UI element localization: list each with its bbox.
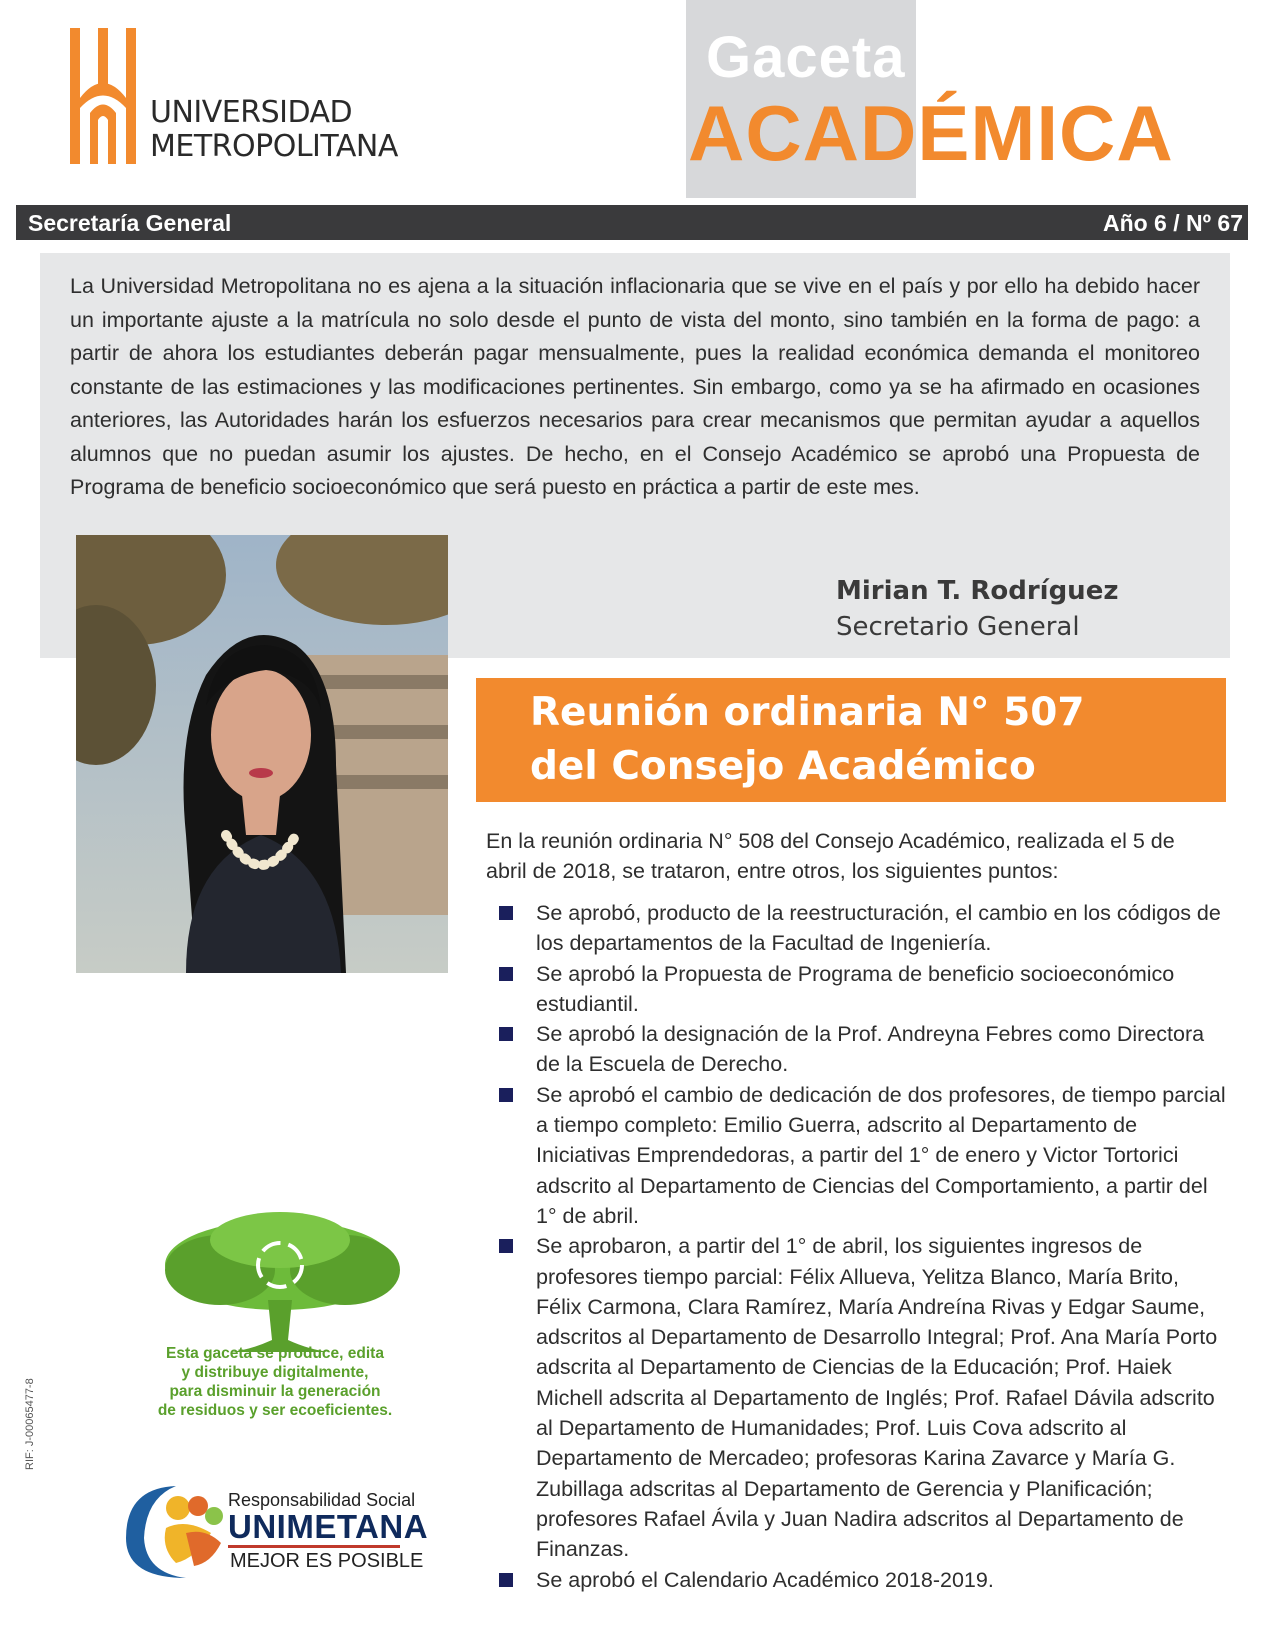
masthead-gaceta: Gaceta xyxy=(706,25,906,90)
section-title-line1: Reunión ordinaria N° 507 xyxy=(530,690,1085,735)
list-item xyxy=(496,898,1226,959)
issue-number: Año 6 / Nº 67 xyxy=(1102,210,1243,236)
list-item-text: Se aprobó la Propuesta de Programa de beneficio socioeconómico estudiantil. xyxy=(536,961,1175,1016)
list-item xyxy=(496,1231,1226,1564)
rs-divider xyxy=(228,1545,400,1548)
section-title xyxy=(530,686,1085,794)
square-bullet-icon xyxy=(499,1088,513,1102)
list-item-text: Se aprobaron, a partir del 1° de abril, los siguientes ingresos de profesores tiempo parcial: Félix Allueva, Yelitza Blanco, María Brito, Félix Carmona, Clara Ramírez, María Andreína Rivas y Edgar Saume, adscritos al Departamento de Desarrollo Integral; Prof. Ana María Porto adscrita al Departamento de Ciencias de la Educación; Prof. Haiek Michell adscrita al Departamento de Inglés; Prof. Rafael Dávila adscrito al Departamento de Humanidades; Prof. Luis Cova adscrito al Departamento de Mercadeo; profesoras Karina Zavarce y María G. Zubillaga adscritas al Departamento de Gerencia y Planificación; profesores Rafael Ávila y Juan Nadira adscritos al Departamento de Finanzas. xyxy=(536,1234,1218,1562)
rs-slogan: MEJOR ES POSIBLE xyxy=(230,1550,424,1572)
list-item xyxy=(496,959,1226,1020)
masthead-academica: ACADÉMICA xyxy=(688,89,1174,177)
square-bullet-icon xyxy=(499,1573,513,1587)
section-title-line2: del Consejo Académico xyxy=(530,744,1036,789)
portrait-photo xyxy=(76,535,448,973)
square-bullet-icon xyxy=(499,1027,513,1041)
list-item-text: Se aprobó, producto de la reestructuración, el cambio en los códigos de los departamentos de la Facultad de Ingeniería. xyxy=(536,901,1221,956)
eco-note-line1: Esta gaceta se produce, edita xyxy=(166,1345,384,1362)
university-name-line2: METROPOLITANA xyxy=(150,129,398,164)
list-item xyxy=(496,1080,1226,1231)
rif-number: RIF: J-00065477-8 xyxy=(24,1378,36,1470)
rs-tagline-top: Responsabilidad Social xyxy=(228,1490,416,1510)
eco-note-line2: y distribuye digitalmente, xyxy=(181,1364,369,1381)
university-logo-icon xyxy=(70,28,136,164)
signer-title: Secretario General xyxy=(836,612,1080,642)
list-item-text: Se aprobó la designación de la Prof. Andreyna Febres como Directora de la Escuela de Derecho. xyxy=(536,1022,1205,1077)
rs-brand: UNIMETANA xyxy=(228,1508,429,1545)
social-responsibility-logo-icon xyxy=(116,1478,236,1583)
signer-name: Mirian T. Rodríguez xyxy=(836,576,1119,606)
university-name-line1: UNIVERSIDAD xyxy=(150,95,353,130)
university-name xyxy=(150,96,398,164)
eco-note-line3: para disminuir la generación xyxy=(169,1383,381,1400)
eco-tree-icon xyxy=(160,1210,400,1360)
list-item xyxy=(496,1565,1226,1595)
square-bullet-icon xyxy=(499,967,513,981)
agreements-list xyxy=(496,898,1226,1595)
eco-note xyxy=(140,1344,410,1420)
eco-note-line4: de residuos y ser ecoeficientes. xyxy=(157,1402,393,1419)
intro-paragraph: La Universidad Metropolitana no es ajena a la situación inflacionaria que se vive en el país y por ello ha debido hacer un importante ajuste a la matrícula no solo desde el punto de vista del monto, sino también en la forma de pago: a partir de ahora los estudiantes deberán pagar mensualmente, pues la realidad económica demanda el monitoreo constante de las estimaciones y las modificaciones pertinentes. Sin embargo, como ya se ha afirmado en ocasiones anteriores, las Autoridades harán los esfuerzos necesarios para crear mecanismos que permitan ayudar a aquellos alumnos que no puedan asumir los ajustes. De hecho, en el Consejo Académico se aprobó una Propuesta de Programa de beneficio socioeconómico que será puesto en práctica a partir de este mes. xyxy=(70,274,1200,499)
section-lead: En la reunión ordinaria N° 508 del Consejo Académico, realizada el 5 de abril de 2018, se trataron, entre otros, los siguientes puntos: xyxy=(486,829,1175,883)
department-label: Secretaría General xyxy=(28,210,232,236)
list-item-text: Se aprobó el cambio de dedicación de dos profesores, de tiempo parcial a tiempo completo: Emilio Guerra, adscrito al Departamento de Iniciativas Emprendedoras, a partir del 1° de enero y Victor Tortorici adscrito al Departamento de Ciencias del Comportamiento, a partir del 1° de abril. xyxy=(536,1082,1226,1228)
square-bullet-icon xyxy=(499,1239,513,1253)
list-item-text: Se aprobó el Calendario Académico 2018-2019. xyxy=(536,1567,994,1592)
square-bullet-icon xyxy=(499,906,513,920)
list-item xyxy=(496,1019,1226,1080)
